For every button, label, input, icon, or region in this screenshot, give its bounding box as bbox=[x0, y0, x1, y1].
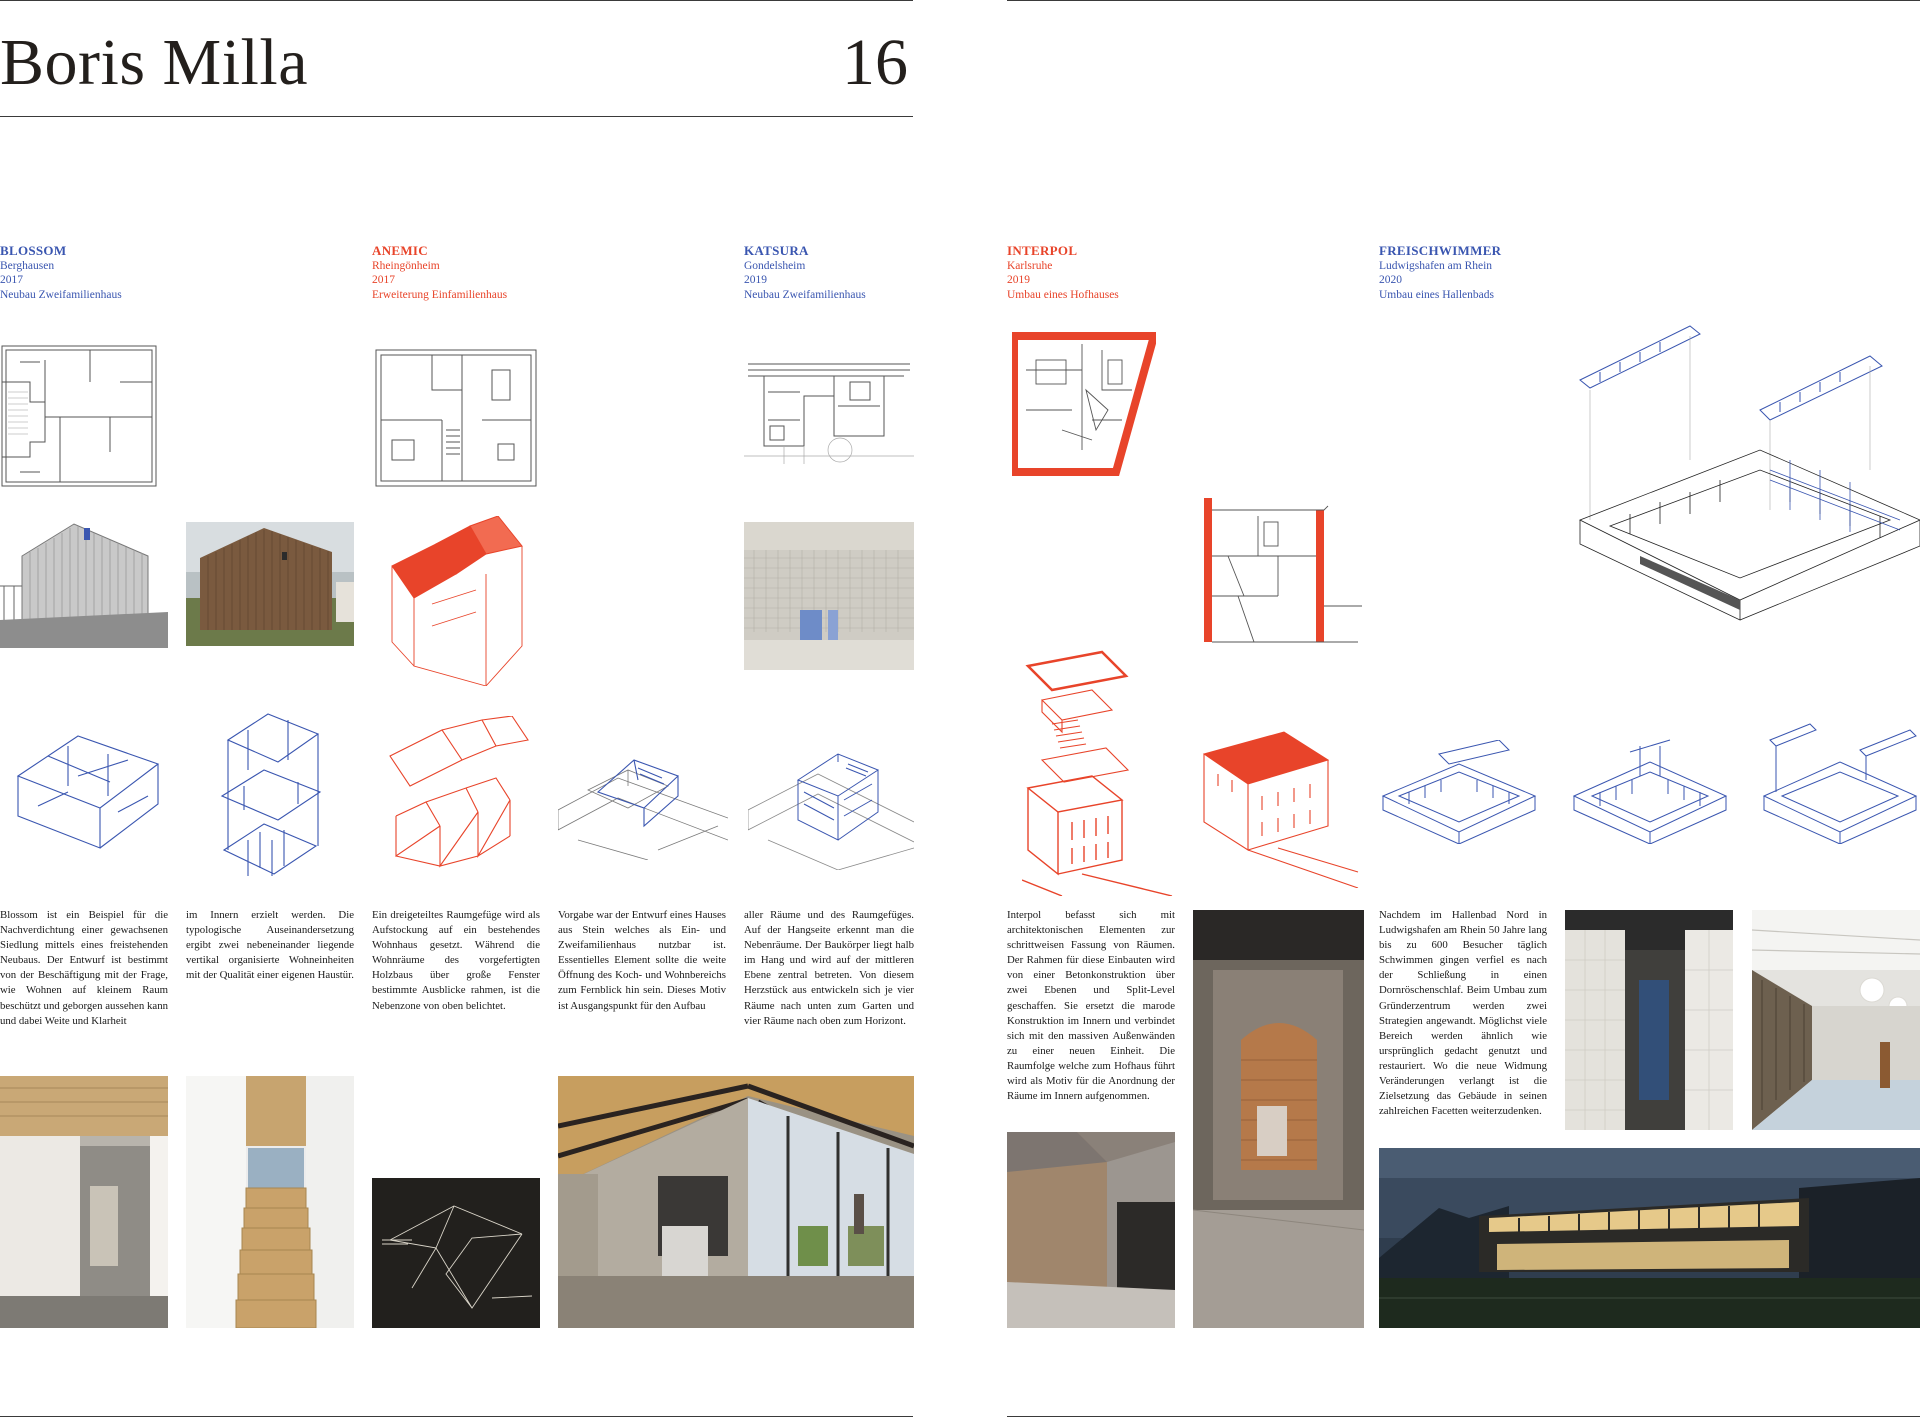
project-type: Erweiterung Einfamilienhaus bbox=[372, 288, 508, 301]
freischwimmer-interior-photo-1 bbox=[1565, 910, 1733, 1130]
blossom-elevation bbox=[0, 516, 168, 648]
anemic-model-photo bbox=[372, 1178, 540, 1328]
project-name: INTERPOL bbox=[1007, 243, 1078, 258]
blossom-axonometric-right bbox=[208, 700, 338, 890]
freischwimmer-night-photo bbox=[1379, 1148, 1920, 1328]
interpol-house-axonometric bbox=[1198, 726, 1364, 888]
interpol-interior-photo-2 bbox=[1007, 1132, 1175, 1328]
anemic-roof-axonometric bbox=[386, 516, 536, 686]
katsura-axonometric-house bbox=[748, 730, 914, 870]
katsura-text-col1: Vorgabe war der Entwurf eines Hauses aus Stein welches als Ein- und Zweifamilienhaus nutzbar ist. Essentielles Element sollte die weite Öffnung des Koch- und Wohnbereichs zum Fernblick hin sein. Dieses Motiv ist Ausgangspunkt für den Aufbau bbox=[558, 909, 726, 1012]
freischwimmer-text: Nachdem im Hallenbad Nord in Ludwigshafen am Rhein 50 Jahre lang bis zu 600 Besucher täglich Schwimmen gingen verfiel es nach der Schließung in einen Dornröschenschlaf. Beim Umbau zum Gründerzentrum werden zwei Strategien angewandt. Möglichst viele Bereich werden ähnlich wie ursprünglich gedacht genutzt und restauriert. Wo die neue Widmung Veränderungen verlangt ist die Zielsetzung das Gebäude in seinen zahlreichen Facetten weiterzudenken. bbox=[1379, 909, 1547, 1118]
page-title: Boris Milla bbox=[0, 26, 309, 99]
anemic-text: Ein dreigeteiltes Raumgefüge wird als Aufstockung auf ein bestehendes Wohnhaus gesetzt. Während die Wohnräume des vorgefertigten Holzbaus über große Fenster bestimmte Ausblicke rahmen, ist die Nebenzone von oben belichtet. bbox=[372, 909, 540, 1012]
freischwimmer-axonometric-small-2 bbox=[1570, 736, 1730, 844]
project-name: BLOSSOM bbox=[0, 243, 67, 258]
top-rule-left bbox=[0, 0, 913, 1]
freischwimmer-axonometric-large bbox=[1570, 320, 1920, 640]
project-year: 2017 bbox=[0, 274, 23, 286]
interpol-interior-photo-1 bbox=[1193, 910, 1364, 1328]
project-place: Gondelsheim bbox=[744, 259, 806, 272]
project-place: Rheingönheim bbox=[372, 259, 440, 272]
top-rule-right bbox=[1007, 0, 1920, 1]
project-place: Berghausen bbox=[0, 259, 55, 272]
katsura-axonometric-site bbox=[558, 730, 728, 860]
interpol-exploded-axonometric bbox=[1022, 650, 1178, 896]
freischwimmer-interior-photo-2 bbox=[1752, 910, 1920, 1130]
anemic-exploded-axonometric bbox=[386, 716, 536, 876]
katsura-stone-elevation bbox=[744, 522, 914, 670]
blossom-staircase-photo bbox=[186, 1076, 354, 1328]
project-name: ANEMIC bbox=[372, 243, 428, 258]
project-name: FREISCHWIMMER bbox=[1379, 243, 1502, 258]
project-header-katsura bbox=[744, 244, 866, 302]
katsura-floor-plan bbox=[744, 336, 914, 466]
katsura-text-col2: aller Räume und des Raumgefüges. Auf der Hangseite erkennt man die Nebenräume. Der Baukörper liegt halb im Hang und wird auf der mittleren Ebene zentral betreten. Von diesem Herzstück aus entwickeln sich je vier Räume nach unten zum Garten und vier Räume nach oben zum Horizont. bbox=[744, 909, 914, 1027]
project-place: Karlsruhe bbox=[1007, 259, 1053, 272]
project-type: Umbau eines Hallenbads bbox=[1379, 288, 1494, 301]
blossom-axonometric-left bbox=[8, 716, 168, 856]
interpol-section bbox=[1198, 496, 1364, 644]
blossom-floor-plan bbox=[0, 342, 160, 492]
project-type: Neubau Zweifamilienhaus bbox=[0, 288, 122, 301]
project-header-anemic bbox=[372, 244, 507, 302]
freischwimmer-axonometric-small-1 bbox=[1379, 740, 1539, 844]
project-type: Umbau eines Hofhauses bbox=[1007, 288, 1119, 301]
blossom-interior-photo-1 bbox=[0, 1076, 168, 1328]
bottom-rule-left bbox=[0, 1416, 913, 1417]
freischwimmer-axonometric-small-3 bbox=[1760, 720, 1920, 844]
bottom-rule-right bbox=[1007, 1416, 1920, 1417]
interpol-text: Interpol befasst sich mit architektonischen Elementen zur schrittweisen Fassung von Räumen. Der Rahmen für diese Einbauten wird von einer Betonkonstruktion über zwei Ebenen und Split-Level geschaffen. Sie ersetzt die marode Konstruktion im Innern und verbindet sich mit den massiven Außenwänden zu einer neuen Einheit. Die Raumfolge welche zum Hofhaus führt wird als Motiv für die Anordnung der Räume im Innern aufgenommen. bbox=[1007, 909, 1175, 1103]
blossom-house-photo bbox=[186, 522, 354, 646]
project-year: 2017 bbox=[372, 274, 395, 286]
header-rule bbox=[0, 116, 913, 117]
blossom-text-col1: Blossom ist ein Beispiel für die Nachverdichtung einer gewachsenen Siedlung mittels eines freistehenden Neubaus. Der Entwurf ist bestimmt von der Beschäftigung mit der Frage, wie Wohnen auf kleinem Raum beschützt und geborgen aussehen kann und dabei Weite und Klarheit bbox=[0, 909, 168, 1027]
anemic-floor-plan bbox=[372, 340, 540, 490]
project-header-interpol bbox=[1007, 244, 1119, 302]
project-year: 2019 bbox=[744, 274, 767, 286]
project-year: 2020 bbox=[1379, 274, 1402, 286]
project-place: Ludwigshafen am Rhein bbox=[1379, 259, 1493, 272]
project-name: KATSURA bbox=[744, 243, 809, 258]
project-year: 2019 bbox=[1007, 274, 1030, 286]
project-header-blossom bbox=[0, 244, 122, 302]
page-number: 16 bbox=[842, 26, 908, 99]
blossom-text-col2: im Innern erzielt werden. Die typologische Auseinandersetzung ergibt zwei nebeneinander liegende vertikal organisierte Wohneinheiten mit der Qualität einer eigenen Haustür. bbox=[186, 909, 354, 982]
interpol-floor-plan bbox=[1012, 330, 1156, 478]
project-header-freischwimmer bbox=[1379, 244, 1501, 302]
katsura-interior-photo bbox=[558, 1076, 914, 1328]
project-type: Neubau Zweifamilienhaus bbox=[744, 288, 866, 301]
